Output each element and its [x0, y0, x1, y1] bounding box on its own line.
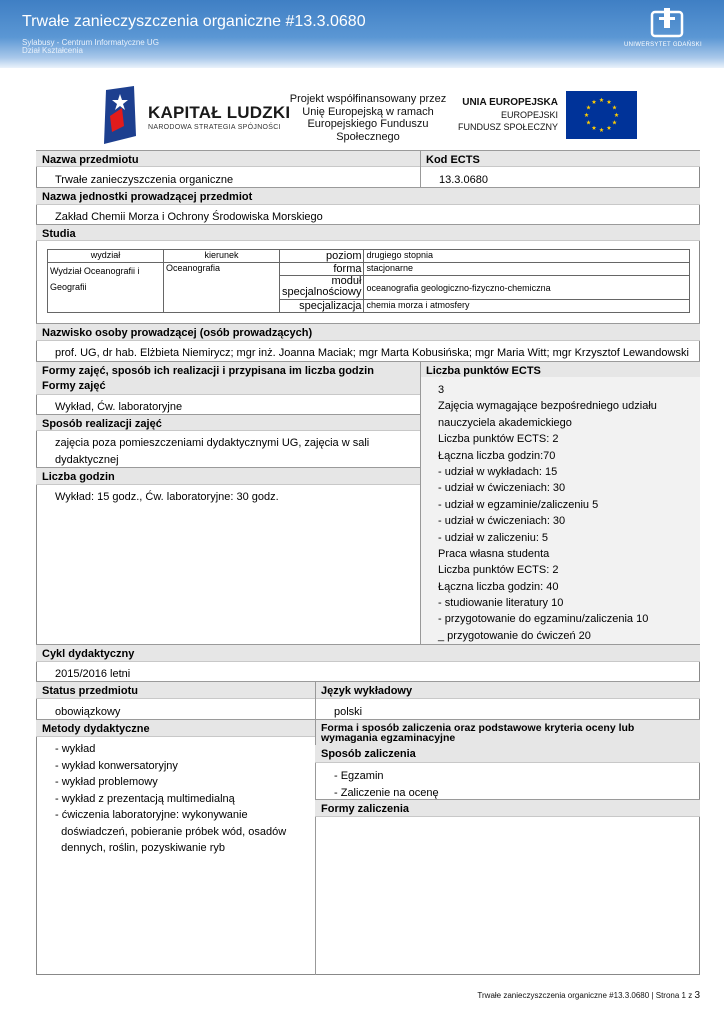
ects-lines	[438, 382, 657, 644]
hours-value: Wykład: 15 godz., Ćw. laboratoryjne: 30 godz.	[55, 491, 279, 503]
eu-flag-icon	[566, 91, 637, 139]
methods-header: Metody dydaktyczne	[36, 719, 315, 737]
forms-header: Formy zajęć	[36, 377, 420, 395]
method-header: Sposób realizacji zajęć	[36, 414, 420, 431]
header-banner	[0, 0, 724, 68]
method-item: doświadczeń, pobieranie próbek wód, osadów	[55, 825, 287, 838]
university-name: UNIWERSYTET GDAŃSKI	[624, 42, 702, 48]
assessment-method-item: - Zaliczenie na ocenę	[334, 786, 439, 799]
eu-fund-label-1: EUROPEJSKI	[500, 110, 558, 120]
language-value: polski	[334, 706, 363, 718]
ects-line: - przygotowanie do egzaminu/zaliczenia 10	[438, 613, 649, 626]
language-header: Język wykładowy	[315, 681, 700, 699]
assessment-header: Forma i sposób zaliczenia oraz podstawowe kryteria oceny lub wymagania egzaminacyjne	[315, 719, 700, 746]
ects-line: Łączna liczba godzin: 40	[438, 580, 559, 593]
method-value-line-2: dydaktycznej	[55, 454, 119, 466]
unit-header: Nazwa jednostki prowadzącej przedmiot	[36, 187, 700, 205]
wydzial-line-2: Geografii	[50, 282, 87, 292]
studies-table	[47, 249, 690, 313]
teachers-value: prof. UG, dr hab. Elżbieta Niemirycz; mgr inż. Joanna Maciak; mgr Marta Kobusińska; mgr Maria Witt; mgr Krzysztof Lewandowski	[55, 347, 689, 359]
modul-label	[280, 276, 364, 300]
modul-label-line-2: specjalnościowy	[282, 286, 362, 298]
kapital-ludzki-subtitle: NARODOWA STRATEGIA SPÓJNOŚCI	[148, 124, 281, 131]
method-item: - ćwiczenia laboratoryjne: wykonywanie	[55, 809, 248, 821]
method-item: - wykład z prezentacją multimedialną	[55, 792, 235, 805]
studies-header: Studia	[36, 224, 700, 241]
footer-text: Trwałe zanieczyszczenia organiczne #13.3.0680 | Strona 1 z	[477, 991, 693, 1000]
divider	[420, 150, 421, 188]
cycle-header: Cykl dydaktyczny	[36, 644, 700, 662]
method-value-line-1: zajęcia poza pomieszczeniami dydaktycznymi UG, zajęcia w sali	[55, 437, 370, 449]
ects-line: 3	[438, 384, 445, 396]
course-name-value: Trwałe zanieczyszczenia organiczne	[55, 174, 234, 186]
forma-value: stacjonarne	[364, 263, 690, 276]
status-header: Status przedmiotu	[36, 681, 315, 699]
ects-line: Praca własna studenta	[438, 547, 550, 560]
ects-line: - udział w wykładach: 15	[438, 465, 558, 478]
ects-line: Zajęcia wymagające bezpośredniego udziału	[438, 400, 657, 413]
banner-subtitle-1: Sylabusy - Centrum Informatyczne UG	[22, 38, 159, 47]
method-item: - wykład	[55, 743, 96, 755]
col-kierunek: kierunek	[164, 250, 280, 263]
ects-points-header: Liczba punktów ECTS	[420, 361, 700, 378]
unit-value: Zakład Chemii Morza i Ochrony Środowiska Morskiego	[55, 211, 323, 223]
assessment-method-item: - Egzamin	[334, 770, 384, 782]
page-footer	[477, 990, 700, 1001]
course-name-header: Nazwa przedmiotu	[36, 150, 420, 167]
document-title: Trwałe zanieczyszczenia organiczne #13.3.0680	[22, 13, 366, 30]
methods-list	[55, 741, 286, 857]
banner-subtitle-2: Dział Kształcenia	[22, 46, 83, 55]
eu-fund-label-2: FUNDUSZ SPOŁECZNY	[458, 122, 559, 132]
method-item: - wykład konwersatoryjny	[55, 759, 178, 772]
assessment-method-list	[334, 768, 439, 801]
modul-label-line-1: moduł	[331, 275, 362, 287]
wydzial-line-1: Wydział Oceanografii i	[50, 266, 140, 276]
assessment-forms-header: Formy zaliczenia	[315, 799, 700, 817]
forms-value: Wykład, Ćw. laboratoryjne	[55, 401, 183, 413]
forma-label: forma	[280, 263, 364, 276]
ects-line: nauczyciela akademickiego	[438, 416, 572, 429]
ects-line: - udział w zaliczeniu: 5	[438, 531, 549, 544]
footer-page-total: 3	[694, 990, 700, 1001]
col-wydzial: wydział	[48, 250, 164, 263]
ects-line: Liczba punktów ECTS: 2	[438, 564, 559, 577]
modul-value: oceanografia geologiczno-fizyczno-chemiczna	[364, 276, 690, 300]
specjalizacja-label: specjalizacja	[280, 300, 364, 313]
poziom-value: drugiego stopnia	[364, 250, 690, 263]
kierunek-value: Oceanografia	[164, 263, 280, 313]
ects-breakdown	[420, 377, 700, 645]
poziom-label: poziom	[280, 250, 364, 263]
ects-line: - udział w egzaminie/zaliczeniu 5	[438, 498, 599, 511]
ects-line: - studiowanie literatury 10	[438, 597, 564, 610]
wydzial-value	[48, 263, 164, 313]
divider	[420, 361, 421, 645]
cycle-value: 2015/2016 letni	[55, 668, 131, 680]
specjalizacja-value: chemia morza i atmosfery	[364, 300, 690, 313]
eu-union-label: UNIA EUROPEJSKA	[462, 97, 558, 108]
teachers-header: Nazwisko osoby prowadzącej (osób prowadzących)	[36, 323, 700, 341]
ects-line: - udział w ćwiczeniach: 30	[438, 482, 566, 495]
kapital-ludzki-logo-icon	[100, 86, 140, 144]
ects-line: - udział w ćwiczeniach: 30	[438, 515, 566, 528]
divider	[315, 681, 316, 975]
assessment-method-header: Sposób zaliczenia	[315, 745, 700, 763]
kapital-ludzki-title: KAPITAŁ LUDZKI	[148, 103, 291, 122]
ects-code-header: Kod ECTS	[420, 150, 700, 167]
university-logo-icon	[650, 8, 684, 38]
method-item: dennych, roślin, pozyskiwanie ryb	[55, 842, 225, 854]
ects-line: Łączna liczba godzin:70	[438, 449, 556, 462]
status-value: obowiązkowy	[55, 706, 121, 718]
method-item: - wykład problemowy	[55, 776, 158, 788]
project-statement: Projekt współfinansowany przez Unię Europejską w ramach Europejskiego Funduszu Społecznego	[289, 93, 447, 143]
ects-line: Liczba punktów ECTS: 2	[438, 433, 559, 446]
hours-header: Liczba godzin	[36, 467, 420, 485]
ects-code-value: 13.3.0680	[439, 174, 488, 186]
forms-section-header: Formy zajęć, sposób ich realizacji i przypisana im liczba godzin	[36, 361, 420, 378]
ects-line: _ przygotowanie do ćwiczeń 20	[438, 629, 591, 642]
